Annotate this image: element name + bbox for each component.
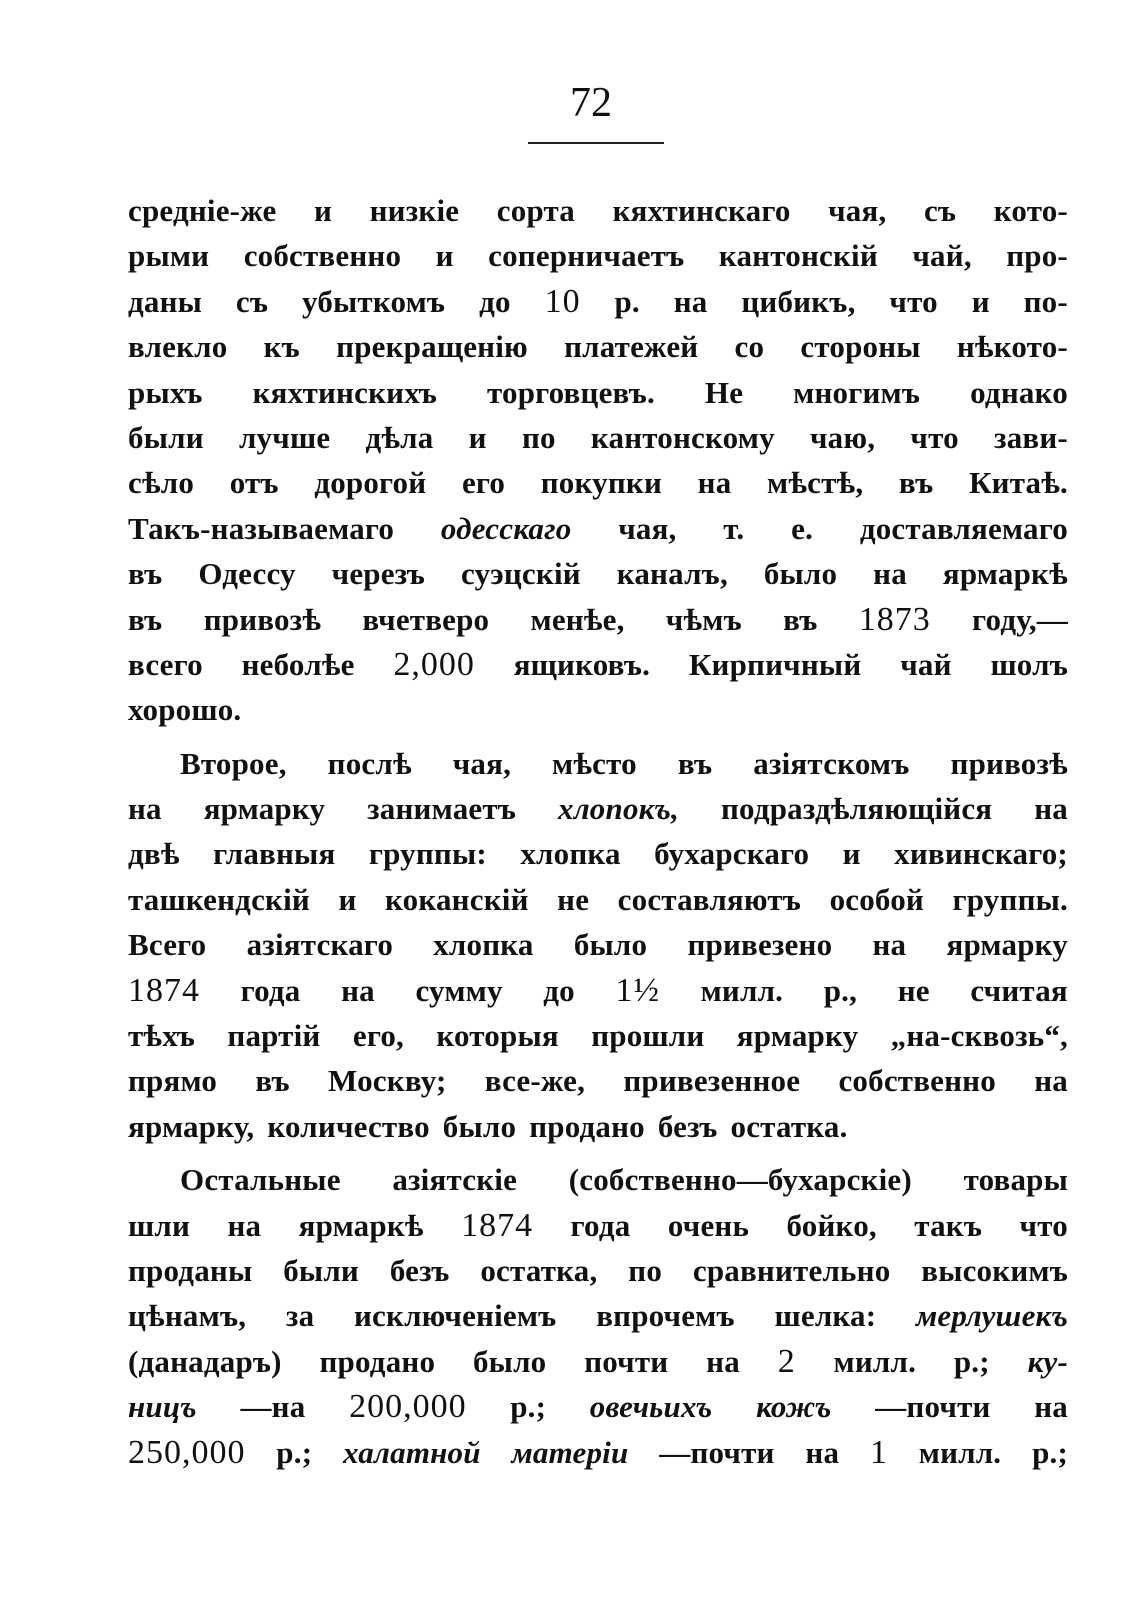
word: лучше bbox=[238, 419, 331, 455]
word: низкіе bbox=[369, 193, 460, 228]
word: хлопка bbox=[433, 927, 534, 963]
text-line bbox=[128, 551, 1068, 596]
word: всего bbox=[128, 646, 203, 682]
text-line bbox=[128, 370, 1068, 415]
word: на bbox=[1034, 1389, 1068, 1425]
text-line bbox=[128, 460, 1068, 505]
word: Второе, bbox=[180, 745, 287, 781]
text-line bbox=[128, 506, 1068, 551]
text-line bbox=[128, 233, 1068, 278]
word: р.; bbox=[1032, 1434, 1068, 1470]
word: исключеніемъ bbox=[354, 1298, 557, 1334]
word: въ bbox=[128, 556, 163, 592]
paragraph-gap bbox=[128, 733, 1068, 741]
word: впрочемъ bbox=[596, 1298, 735, 1334]
word: каналъ, bbox=[616, 556, 728, 592]
word: менѣе, bbox=[530, 601, 625, 637]
word: ташкендскій bbox=[128, 881, 310, 917]
word: кяхтинскаго bbox=[612, 193, 791, 228]
word: мѣстѣ, bbox=[767, 465, 864, 501]
number-word: 1873 bbox=[858, 600, 931, 638]
word: которыя bbox=[436, 1018, 559, 1054]
text-line bbox=[128, 279, 1068, 324]
word: по bbox=[628, 1252, 663, 1288]
italic-word: хлопокъ, bbox=[558, 791, 680, 827]
word: остатка. bbox=[730, 1108, 848, 1144]
word: азіятскаго bbox=[246, 927, 394, 963]
number-word: 200,000 bbox=[349, 1388, 467, 1426]
word: было bbox=[442, 1108, 517, 1144]
text-line bbox=[128, 1157, 1068, 1202]
word: Остальные bbox=[180, 1162, 341, 1198]
word: зави- bbox=[994, 419, 1068, 455]
text-line bbox=[128, 831, 1068, 876]
word: платежей bbox=[564, 329, 699, 365]
word: коканскій bbox=[385, 881, 529, 917]
word: стороны bbox=[800, 329, 921, 365]
word: покупки bbox=[540, 465, 663, 501]
word: на bbox=[128, 791, 162, 827]
word: не bbox=[897, 972, 930, 1008]
word: кантонскій bbox=[718, 238, 878, 274]
text-line bbox=[128, 968, 1068, 1013]
word: все-же, bbox=[484, 1063, 586, 1099]
word: т. bbox=[723, 510, 745, 546]
number-word: 1874 bbox=[461, 1206, 534, 1244]
italic-word: кожъ bbox=[756, 1389, 832, 1425]
word: милл. bbox=[918, 1434, 1002, 1470]
word: доставляемаго bbox=[859, 510, 1068, 546]
word: съ bbox=[923, 193, 957, 228]
word: кяхтинскихъ bbox=[252, 374, 437, 410]
word: что bbox=[910, 419, 959, 455]
number-word: 1874 bbox=[128, 971, 200, 1009]
word: —почти bbox=[875, 1389, 991, 1425]
word: безъ bbox=[389, 1252, 450, 1288]
word: черезъ bbox=[331, 556, 426, 592]
word: собственно bbox=[838, 1063, 996, 1099]
word: азіятскіе bbox=[392, 1162, 518, 1198]
word: шли bbox=[128, 1207, 191, 1243]
word: на bbox=[1034, 1063, 1068, 1099]
word: Кирпичный bbox=[688, 646, 862, 682]
number-word: 2,000 bbox=[393, 645, 475, 683]
word: шолъ bbox=[990, 646, 1068, 682]
word: рыхъ bbox=[128, 374, 203, 410]
word: и bbox=[842, 836, 861, 872]
word: средніе-же bbox=[128, 193, 277, 228]
word: азіятскомъ bbox=[753, 745, 910, 781]
word: ярмаркѣ bbox=[942, 556, 1068, 592]
word: на bbox=[873, 556, 907, 592]
word: Одессу bbox=[198, 556, 296, 592]
word: на bbox=[1034, 791, 1068, 827]
italic-word: ку- bbox=[1027, 1343, 1068, 1379]
word: до bbox=[543, 972, 575, 1008]
word: ящиковъ. bbox=[513, 646, 651, 682]
word: прямо bbox=[128, 1063, 218, 1099]
word: привозѣ bbox=[203, 601, 322, 637]
word: дѣла bbox=[365, 419, 434, 455]
word: его, bbox=[352, 1018, 404, 1054]
word: кантонскому bbox=[590, 419, 775, 455]
word: чая, bbox=[452, 745, 512, 781]
word: цибикъ, bbox=[741, 283, 856, 319]
word: —почти bbox=[659, 1434, 775, 1470]
word: нѣкото- bbox=[956, 329, 1068, 365]
word: почти bbox=[584, 1343, 669, 1379]
word: и bbox=[971, 283, 990, 319]
word: количество bbox=[267, 1108, 430, 1144]
word: сѣло bbox=[128, 465, 195, 501]
word: чай, bbox=[912, 238, 972, 274]
word: отъ bbox=[229, 465, 279, 501]
word: въ bbox=[677, 745, 713, 781]
text-line bbox=[128, 1203, 1068, 1248]
text-line bbox=[128, 922, 1068, 967]
word: чая, bbox=[828, 193, 887, 228]
word: ярмаркѣ bbox=[298, 1207, 424, 1243]
word: сравнительно bbox=[692, 1252, 891, 1288]
word: милл. bbox=[833, 1343, 917, 1379]
word: чай bbox=[900, 646, 952, 682]
word: особой bbox=[829, 881, 924, 917]
word: собственно bbox=[243, 238, 402, 274]
word: (собственно—бухарскіе) bbox=[568, 1162, 912, 1198]
word: были bbox=[283, 1252, 359, 1288]
word: къ bbox=[263, 329, 300, 365]
word: и bbox=[338, 881, 357, 917]
word: что bbox=[1019, 1207, 1068, 1243]
word: торговцевъ. bbox=[486, 374, 655, 410]
paragraph-gap bbox=[128, 1149, 1068, 1157]
word: очень bbox=[667, 1207, 750, 1243]
word: въ bbox=[255, 1063, 290, 1099]
text-line bbox=[128, 1058, 1068, 1103]
word: года bbox=[240, 972, 301, 1008]
word: неболѣе bbox=[241, 646, 355, 682]
word: со bbox=[734, 329, 765, 365]
word: на bbox=[872, 927, 907, 963]
text-line bbox=[128, 1104, 1068, 1149]
word: хорошо. bbox=[128, 692, 242, 728]
text-line bbox=[128, 415, 1068, 460]
text-line bbox=[128, 324, 1068, 369]
word: соперничаетъ bbox=[488, 238, 685, 274]
word: съ bbox=[235, 283, 269, 319]
word: году,— bbox=[972, 601, 1068, 637]
word: цѣнамъ, bbox=[128, 1298, 247, 1334]
word: считая bbox=[970, 972, 1068, 1008]
word: привезено bbox=[687, 927, 833, 963]
text-line bbox=[128, 1430, 1068, 1475]
word: не bbox=[557, 881, 590, 917]
word: е. bbox=[791, 510, 814, 546]
word: въ bbox=[128, 601, 163, 637]
italic-word: ницъ bbox=[128, 1389, 197, 1425]
word: убыткомъ bbox=[302, 283, 446, 319]
page-number-rule bbox=[528, 142, 664, 144]
italic-word: халатной bbox=[343, 1434, 481, 1470]
word: Всего bbox=[128, 927, 207, 963]
word: проданы bbox=[128, 1252, 253, 1288]
word: на bbox=[227, 1207, 262, 1243]
page-number: 72 bbox=[570, 80, 612, 126]
word: ярмарку, bbox=[128, 1108, 255, 1144]
word: были bbox=[128, 419, 204, 455]
word: до bbox=[479, 283, 511, 319]
word: милл. bbox=[700, 972, 784, 1008]
word: привозѣ bbox=[950, 745, 1068, 781]
word: группы. bbox=[952, 881, 1068, 917]
word: шелка: bbox=[774, 1298, 877, 1334]
word: его bbox=[461, 465, 506, 501]
word: р.; bbox=[276, 1434, 313, 1470]
word: на bbox=[673, 283, 708, 319]
word: (данадаръ) bbox=[128, 1343, 282, 1379]
word: тѣхъ bbox=[128, 1018, 196, 1054]
word: за bbox=[285, 1298, 315, 1334]
word: р. bbox=[614, 283, 640, 319]
word: группы: bbox=[368, 836, 487, 872]
word: товары bbox=[963, 1162, 1068, 1198]
word: р.; bbox=[953, 1343, 990, 1379]
word: мѣсто bbox=[552, 745, 637, 781]
word: по bbox=[521, 419, 556, 455]
word: высокимъ bbox=[921, 1252, 1068, 1288]
text-line bbox=[128, 877, 1068, 922]
word: что bbox=[889, 283, 938, 319]
word: безъ bbox=[657, 1108, 718, 1144]
word: двѣ bbox=[128, 836, 180, 872]
word: хлопка bbox=[520, 836, 621, 872]
word: подраздѣляющійся bbox=[720, 791, 993, 827]
text-line bbox=[128, 642, 1068, 687]
word: главныя bbox=[213, 836, 336, 872]
word: многимъ bbox=[793, 374, 921, 410]
number-word: 1½ bbox=[615, 971, 660, 1009]
italic-word: овечьихъ bbox=[589, 1389, 713, 1425]
word: кото- bbox=[993, 193, 1068, 228]
word: ярмарку bbox=[946, 927, 1068, 963]
word: вчетверо bbox=[362, 601, 490, 637]
word: на bbox=[706, 1343, 740, 1379]
word: на bbox=[697, 465, 732, 501]
word: хивинскаго; bbox=[894, 836, 1068, 872]
text-line bbox=[128, 1384, 1068, 1429]
text-line bbox=[128, 1248, 1068, 1293]
word: чѣмъ bbox=[665, 601, 742, 637]
word: продано bbox=[529, 1108, 645, 1144]
italic-word: мерлушекъ bbox=[915, 1298, 1068, 1334]
word: Москву; bbox=[328, 1063, 447, 1099]
word: было bbox=[763, 556, 838, 592]
word: послѣ bbox=[327, 745, 412, 781]
word: —на bbox=[240, 1389, 306, 1425]
text-line bbox=[128, 1339, 1068, 1384]
number-word: 2 bbox=[777, 1342, 796, 1380]
word: въ bbox=[783, 601, 818, 637]
word: дорогой bbox=[314, 465, 427, 501]
word: составляютъ bbox=[617, 881, 802, 917]
word: на bbox=[805, 1434, 840, 1470]
text-line bbox=[128, 1293, 1068, 1338]
word: остатка, bbox=[480, 1252, 598, 1288]
word: Такъ-называемаго bbox=[128, 510, 395, 546]
word: было bbox=[573, 927, 648, 963]
word: такъ bbox=[914, 1207, 983, 1243]
word: бойко, bbox=[786, 1207, 877, 1243]
body-text bbox=[128, 188, 1068, 1475]
word: по- bbox=[1023, 283, 1068, 319]
word: прошли bbox=[591, 1018, 705, 1054]
text-line bbox=[128, 1013, 1068, 1058]
number-word: 250,000 bbox=[128, 1433, 246, 1471]
word: бухарскаго bbox=[654, 836, 810, 872]
word: партій bbox=[227, 1018, 321, 1054]
word: занимаетъ bbox=[367, 791, 517, 827]
word: года bbox=[570, 1207, 631, 1243]
word: было bbox=[472, 1343, 547, 1379]
word: сумму bbox=[415, 972, 503, 1008]
word: р., bbox=[823, 972, 858, 1008]
word: и bbox=[468, 419, 487, 455]
word: р.; bbox=[510, 1389, 547, 1425]
word: Китаѣ. bbox=[969, 465, 1068, 501]
text-line bbox=[128, 687, 1068, 732]
word: даны bbox=[128, 283, 203, 319]
word: чаю, bbox=[809, 419, 876, 455]
word: на bbox=[341, 972, 375, 1008]
number-word: 1 bbox=[869, 1433, 888, 1471]
word: ярмарку bbox=[203, 791, 326, 827]
italic-word: матеріи bbox=[511, 1434, 629, 1470]
italic-word: одесскаго bbox=[440, 510, 572, 546]
word: продано bbox=[319, 1343, 436, 1379]
word: и bbox=[435, 238, 454, 274]
word: рыми bbox=[128, 238, 210, 274]
word: и bbox=[313, 193, 333, 228]
text-line bbox=[128, 597, 1068, 642]
word: влекло bbox=[128, 329, 228, 365]
text-line bbox=[128, 741, 1068, 786]
word: привезенное bbox=[623, 1063, 801, 1099]
word: про- bbox=[1006, 238, 1068, 274]
word: сорта bbox=[496, 193, 575, 228]
word: суэцскій bbox=[461, 556, 581, 592]
word: прекращенію bbox=[336, 329, 528, 365]
text-line bbox=[128, 786, 1068, 831]
number-word: 10 bbox=[544, 282, 581, 320]
text-line bbox=[128, 188, 1068, 233]
word: ярмарку bbox=[736, 1018, 859, 1054]
word: въ bbox=[898, 465, 934, 501]
word: чая, bbox=[618, 510, 677, 546]
word: Не bbox=[704, 374, 744, 410]
word: однако bbox=[970, 374, 1068, 410]
word: „на-сквозь“, bbox=[890, 1018, 1068, 1054]
